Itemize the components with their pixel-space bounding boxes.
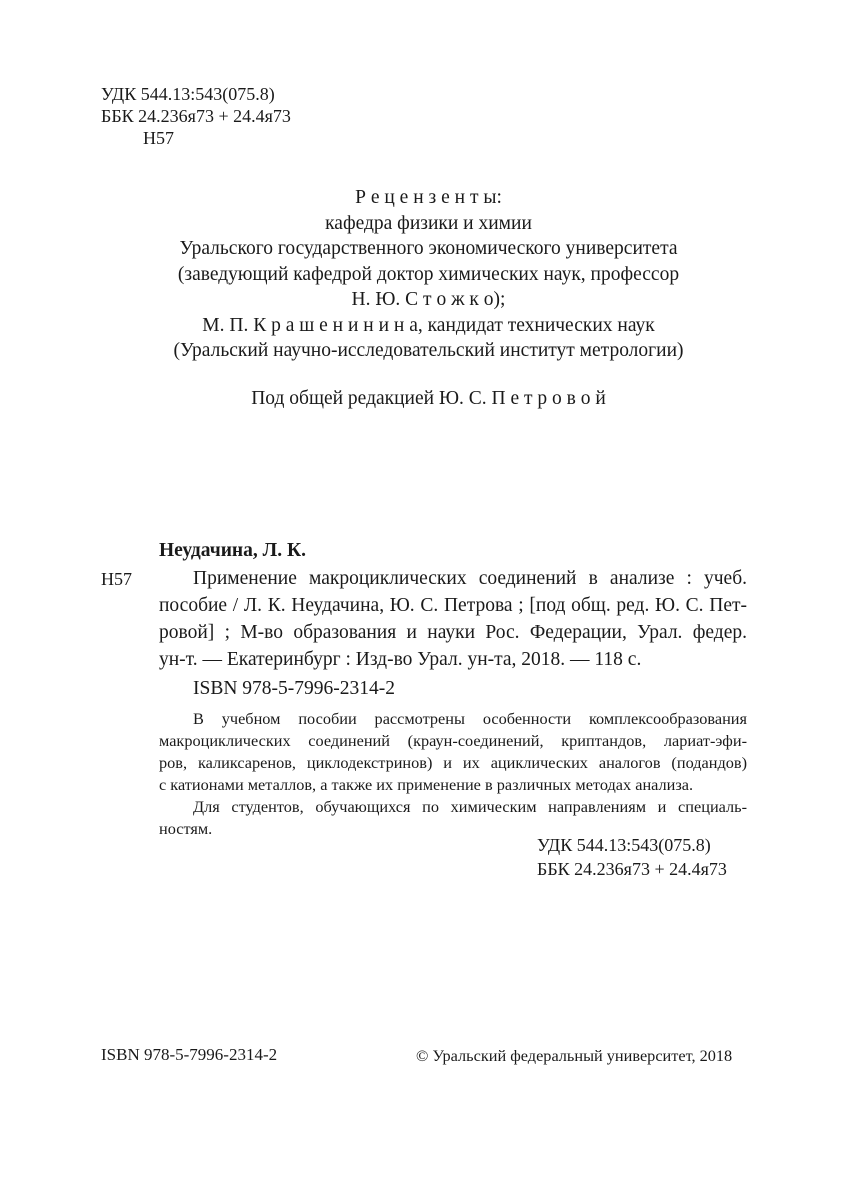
reviewer-line: (Уральский научно-исследовательский институт метрологии) [173,340,684,361]
reviewers-heading: Р е ц е н з е н т ы: [355,187,502,208]
reviewer-line: Н. Ю. С т о ж к о); [351,289,506,310]
reviewer-line: кафедра физики и химии [325,212,532,234]
copyright-notice: © Уральский федеральный университет, 2018 [416,1046,733,1065]
catalog-udk-code: УДК 544.13:543(075.8) [537,835,711,855]
top-bbk-code: ББК 24.236я73 + 24.4я73 [101,106,291,126]
description-line: ровой] ; М-во образования и науки Рос. Федерации, Урал. федер. [159,622,747,643]
top-classification-block [101,83,291,149]
annotation-line: с катионами металлов, а также их применение в различных методах анализа. [159,775,694,794]
annotation-line: В учебном пособии рассмотрены особенности комплексообразования [193,709,747,728]
reviewer-line: М. П. К р а ш е н и н и н а, кандидат технических наук [202,314,655,336]
annotation-line: ров, каликсаренов, циклодекстринов) и их ациклических аналогов (подандов) [159,753,747,772]
catalog-isbn: ISBN 978-5-7996-2314-2 [193,678,396,699]
top-author-code: Н57 [143,128,174,148]
description-line: Применение макроциклических соединений в анализе : учеб. [193,568,747,589]
bibliographic-description [159,565,747,673]
catalog-author-code: Н57 [101,569,132,589]
catalog-bbk-code: ББК 24.236я73 + 24.4я73 [537,859,727,879]
reviewer-line: Уральского государственного экономического университета [179,238,678,259]
description-line: ун-т. — Екатеринбург : Изд-во Урал. ун-та, 2018. — 118 с. [159,649,642,670]
catalog-classification-block [537,833,727,881]
annotation-line: Для студентов, обучающихся по химическим направлениям и специаль- [193,797,747,816]
reviewers-block [0,185,857,364]
top-udk-code: УДК 544.13:543(075.8) [101,84,275,104]
reviewer-line: (заведующий кафедрой доктор химических наук, профессор [177,263,680,285]
footer-isbn: ISBN 978-5-7996-2314-2 [101,1045,278,1064]
description-line: пособие / Л. К. Неудачина, Ю. С. Петрова ; [под общ. ред. Ю. С. Пет- [159,595,747,616]
general-editor-line: Под общей редакцией Ю. С. П е т р о в о й [251,388,606,409]
annotation-block [159,708,747,840]
annotation-line: ностям. [159,819,213,838]
annotation-line: макроциклических соединений (краун-соединений, криптандов, лариат-эфи- [159,731,747,750]
catalog-author: Неудачина, Л. К. [159,540,306,561]
